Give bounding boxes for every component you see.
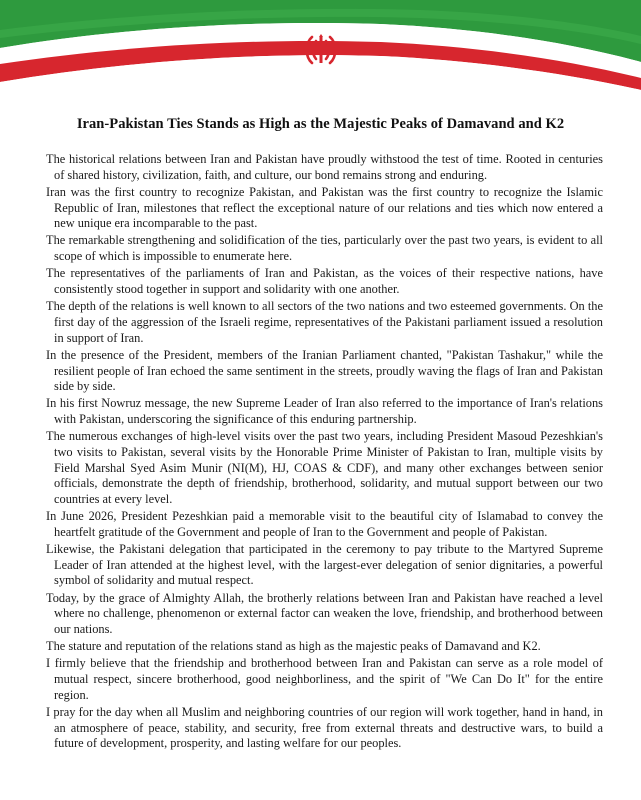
iran-emblem-icon bbox=[303, 33, 339, 67]
paragraph: In the presence of the President, members of the Iranian Parliament chanted, "Pakistan Tashakur," while the resilient people of Iran echoed the same sentiment in the streets, proudly waving the flags of Iran and Pakistan side by side. bbox=[46, 347, 603, 394]
paragraph: The representatives of the parliaments of Iran and Pakistan, as the voices of their respective nations, have consistently stood together in support and solidarity with one another. bbox=[46, 266, 603, 297]
paragraph: I firmly believe that the friendship and brotherhood between Iran and Pakistan can serve as a role model of mutual respect, sincere brotherhood, good neighborliness, and the spirit of "We Can Do It" for the entire region. bbox=[46, 656, 603, 702]
document-body bbox=[46, 152, 603, 754]
paragraph: I pray for the day when all Muslim and neighboring countries of our region will work together, hand in hand, in an atmosphere of peace, stability, and security, free from external threats and destructive wars, to build a future of development, prosperity, and lasting welfare for our peoples. bbox=[46, 705, 603, 751]
letterhead bbox=[0, 0, 641, 100]
paragraph: The stature and reputation of the relations stand as high as the majestic peaks of Damavand and K2. bbox=[46, 639, 541, 654]
paragraph: The remarkable strengthening and solidification of the ties, particularly over the past two years, is evident to all scope of which is impossible to enumerate here. bbox=[46, 233, 603, 264]
paragraph: The numerous exchanges of high-level visits over the past two years, including President Masoud Pezeshkian's two visits to Pakistan, several visits by the Honorable Prime Minister of Pakistan to Iran, multiple visits by Field Marshal Syed Asim Munir (NI(M), HJ, COAS & CDF), and many other exchanges between senior officials, demonstrate the depth of friendship, brotherhood, solidarity, and mutual support between our two countries at every level. bbox=[46, 429, 603, 506]
paragraph: The historical relations between Iran and Pakistan have proudly withstood the test of time. Rooted in centuries of shared history, civilization, faith, and culture, our bond remains strong and enduring. bbox=[46, 152, 603, 182]
paragraph: In June 2026, President Pezeshkian paid a memorable visit to the beautiful city of Islamabad to convey the heartfelt gratitude of the Government and people of Iran to the Government and people of Pakistan. bbox=[46, 509, 603, 539]
paragraph: The depth of the relations is well known to all sectors of the two nations and two esteemed governments. On the first day of the aggression of the Israeli regime, representatives of the Pakistani parliament issued a resolution in support of Iran. bbox=[46, 299, 603, 345]
document-title: Iran-Pakistan Ties Stands as High as the Majestic Peaks of Damavand and K2 bbox=[76, 116, 565, 132]
paragraph: Likewise, the Pakistani delegation that participated in the ceremony to pay tribute to the Martyred Supreme Leader of Iran attended at the highest level, with the largest-ever delegation of senior dignitaries, a powerful symbol of solidarity and mutual respect. bbox=[46, 542, 603, 588]
paragraph: Today, by the grace of Almighty Allah, the brotherly relations between Iran and Pakistan have reached a level where no challenge, phenomenon or external factor can weaken the love, friendship, and brotherhood between our nations. bbox=[46, 590, 603, 636]
paragraph: Iran was the first country to recognize Pakistan, and Pakistan was the first country to recognize the Islamic Republic of Iran, milestones that reflect the exceptional nature of our relations and ties which now entered a new unique era incomparable to the past. bbox=[46, 184, 603, 231]
paragraph: In his first Nowruz message, the new Supreme Leader of Iran also referred to the importance of Iran's relations with Pakistan, underscoring the significance of this enduring partnership. bbox=[46, 396, 603, 427]
